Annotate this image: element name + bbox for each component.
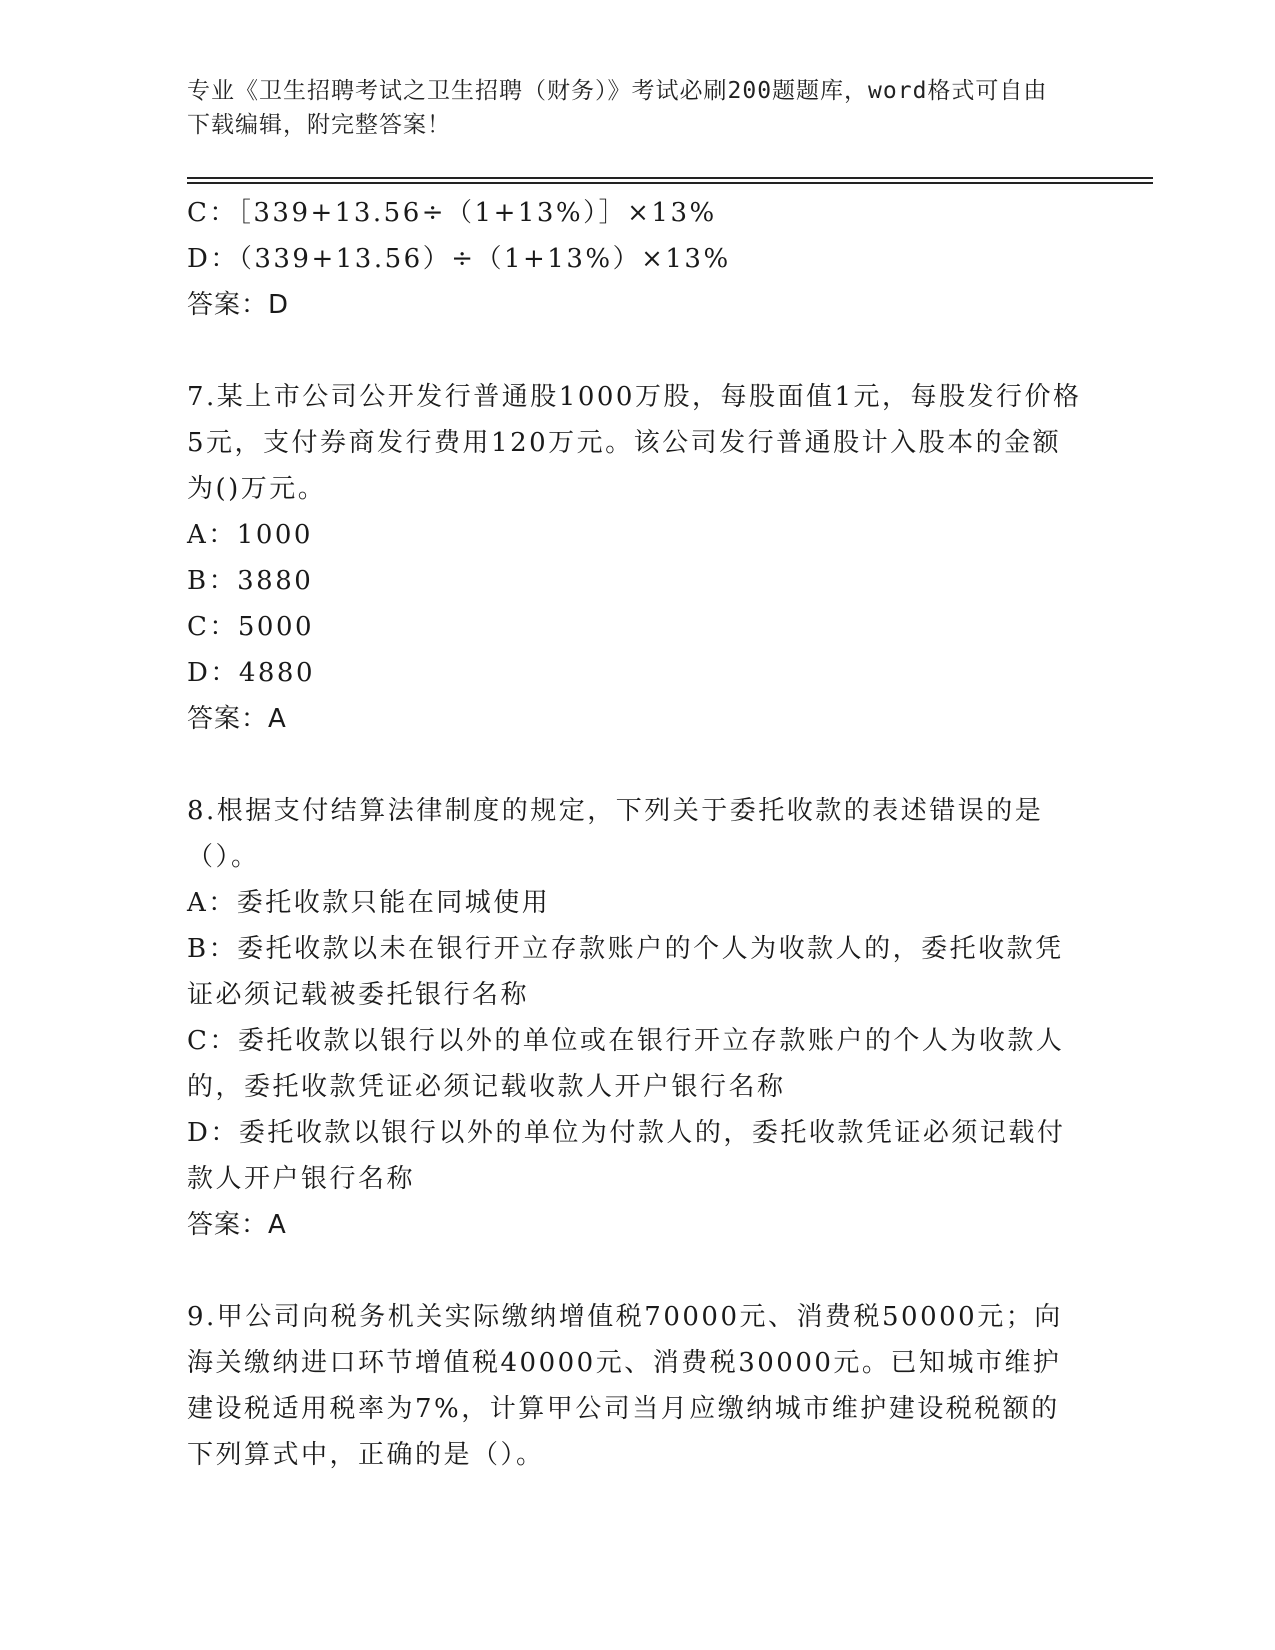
document-body <box>187 190 1087 1478</box>
option-c: C：［339+13.56÷（1+13%）］×13% <box>187 198 717 228</box>
answer-line: 答案：D <box>187 290 290 320</box>
question-text: 8.根据支付结算法律制度的规定，下列关于委托收款的表述错误的是（）。 <box>187 796 1044 872</box>
option-a: A：1000 <box>187 520 313 550</box>
question-7 <box>187 374 1087 742</box>
option-d: D：4880 <box>187 658 316 688</box>
option-b: B：3880 <box>187 566 314 596</box>
option-b: B：委托收款以未在银行开立存款账户的个人为收款人的，委托收款凭证必须记载被委托银行名称 <box>187 934 1064 1010</box>
question-text: 9.甲公司向税务机关实际缴纳增值税70000元、消费税50000元；向海关缴纳进口环节增值税40000元、消费税30000元。已知城市维护建设税适用税率为7%，计算甲公司当月应缴纳城市维护建设税税额的下列算式中，正确的是（）。 <box>187 1302 1063 1470</box>
option-d: D：委托收款以银行以外的单位为付款人的，委托收款凭证必须记载付款人开户银行名称 <box>187 1118 1066 1194</box>
question-6-tail <box>187 190 1087 328</box>
header-divider-top <box>187 177 1153 179</box>
option-d: D：（339+13.56）÷（1+13%）×13% <box>187 244 731 274</box>
answer-line: 答案：A <box>187 704 287 734</box>
question-text: 7.某上市公司公开发行普通股1000万股，每股面值1元，每股发行价格5元，支付券商发行费用120万元。该公司发行普通股计入股本的金额为()万元。 <box>187 382 1082 504</box>
document-header: 专业《卫生招聘考试之卫生招聘（财务）》考试必刷200题题库，word格式可自由下载编辑，附完整答案！ <box>187 78 1048 138</box>
option-c: C：委托收款以银行以外的单位或在银行开立存款账户的个人为收款人的，委托收款凭证必须记载收款人开户银行名称 <box>187 1026 1065 1102</box>
header-divider-bottom <box>187 182 1153 184</box>
question-9 <box>187 1294 1087 1478</box>
question-8 <box>187 788 1087 1248</box>
answer-line: 答案：A <box>187 1210 287 1240</box>
option-c: C：5000 <box>187 612 315 642</box>
option-a: A：委托收款只能在同城使用 <box>187 888 551 918</box>
